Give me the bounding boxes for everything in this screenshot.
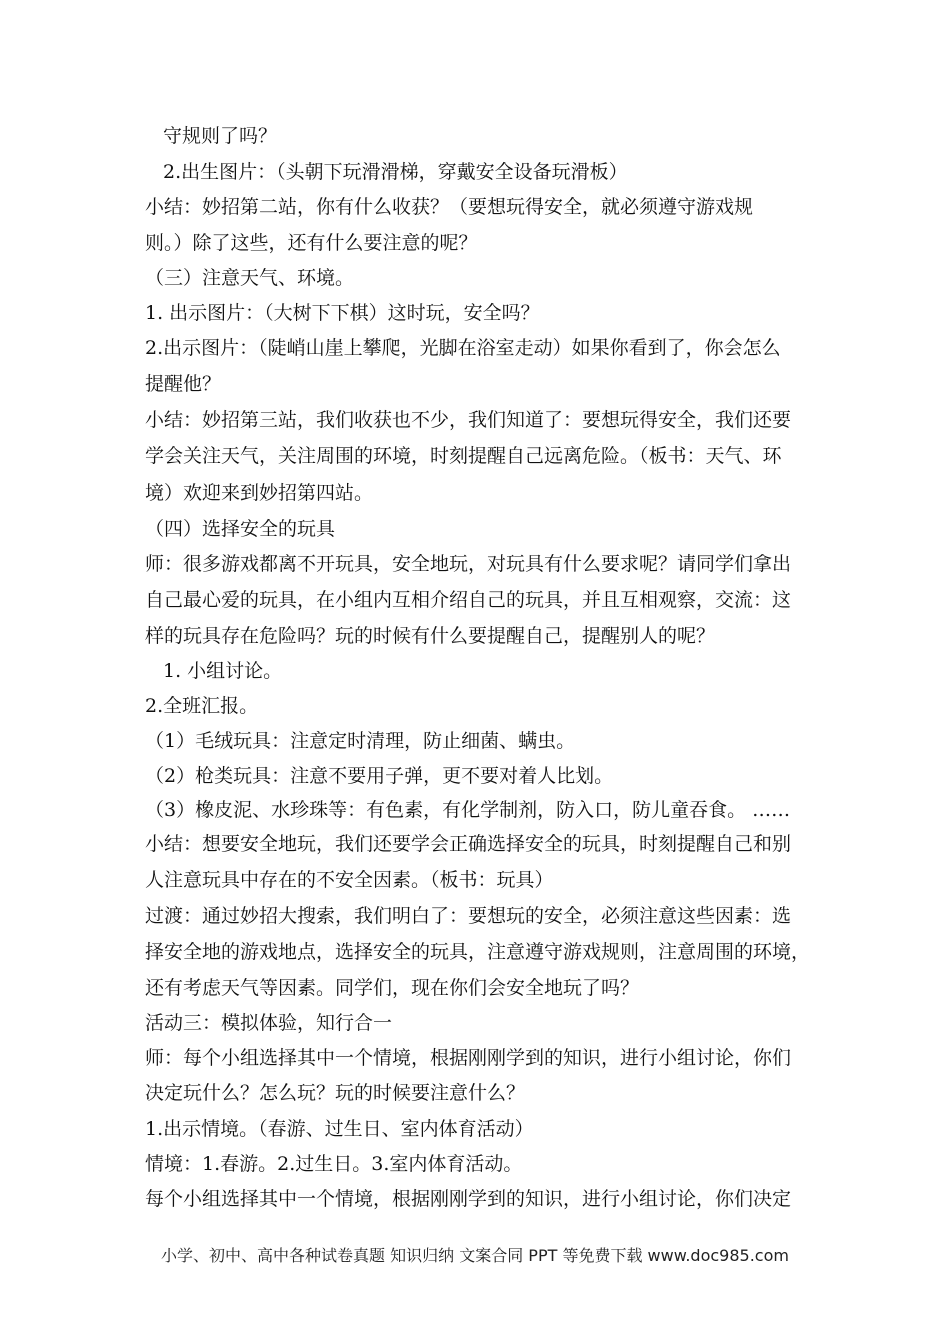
text-line: （2）枪类玩具：注意不要用子弹，更不要对着人比划。 [145,765,614,787]
text-line: （四）选择安全的玩具 [145,518,336,540]
text-line: 还有考虑天气等因素。同学们，现在你们会安全地玩了吗？ [145,977,640,999]
text-line: 学会关注天气，关注周围的环境，时刻提醒自己远离危险。（板书：天气、环 [145,445,782,467]
text-line: （三）注意天气、环境。 [145,267,355,289]
text-line: 自己最心爱的玩具，在小组内互相介绍自己的玩具，并且互相观察，交流：这 [145,589,792,611]
text-line: 择安全地的游戏地点，选择安全的玩具，注意遵守游戏规则，注意周围的环境， [145,941,811,963]
text-line: 决定玩什么？怎么玩？玩的时候要注意什么？ [145,1082,526,1104]
text-line: 则。）除了这些，还有什么要注意的呢？ [145,232,478,254]
text-line: 1.出示情境。（春游、过生日、室内体育活动） [145,1118,534,1140]
text-line: 小结：想要安全地玩，我们还要学会正确选择安全的玩具，时刻提醒自己和别 [145,833,792,855]
text-line: 师：很多游戏都离不开玩具，安全地玩，对玩具有什么要求呢？请同学们拿出 [145,553,792,575]
text-line: 2.出示图片：（陡峭山崖上攀爬，光脚在浴室走动）如果你看到了，你会怎么 [145,337,781,359]
text-line: 小结：妙招第二站，你有什么收获？（要想玩得安全，就必须遵守游戏规 [145,196,754,218]
text-line: （1）毛绒玩具：注意定时清理，防止细菌、螨虫。 [145,730,576,752]
text-line: 师：每个小组选择其中一个情境，根据刚刚学到的知识，进行小组讨论，你们 [145,1047,792,1069]
text-line: 提醒他？ [145,373,222,395]
text-line: 2.全班汇报。 [145,695,259,717]
footer-text: 小学、初中、高中各种试卷真题 知识归纳 文案合同 PPT 等免费下载 www.doc985.com [161,1246,789,1265]
text-line: 过渡：通过妙招大搜索，我们明白了：要想玩的安全，必须注意这些因素：选 [145,905,792,927]
text-line: 活动三：模拟体验，知行合一 [145,1012,393,1034]
text-line: 2.出生图片：（头朝下玩滑滑梯，穿戴安全设备玩滑板） [163,161,628,183]
text-line: 人注意玩具中存在的不安全因素。（板书：玩具） [145,869,554,891]
text-line: （3）橡皮泥、水珍珠等：有色素，有化学制剂，防入口，防儿童吞食。 …… [145,799,791,821]
text-line: 小结：妙招第三站，我们收获也不少，我们知道了：要想玩得安全，我们还要 [145,409,792,431]
text-line: 守规则了吗？ [163,125,278,147]
text-line: 1. 小组讨论。 [163,660,283,682]
text-line: 情境：1.春游。2.过生日。3.室内体育活动。 [145,1153,523,1175]
text-line: 样的玩具存在危险吗？玩的时候有什么要提醒自己，提醒别人的呢？ [145,625,716,647]
text-line: 境）欢迎来到妙招第四站。 [145,482,374,504]
text-line: 1. 出示图片：（大树下下棋）这时玩，安全吗？ [145,302,540,324]
text-line: 每个小组选择其中一个情境，根据刚刚学到的知识，进行小组讨论，你们决定 [145,1188,792,1210]
